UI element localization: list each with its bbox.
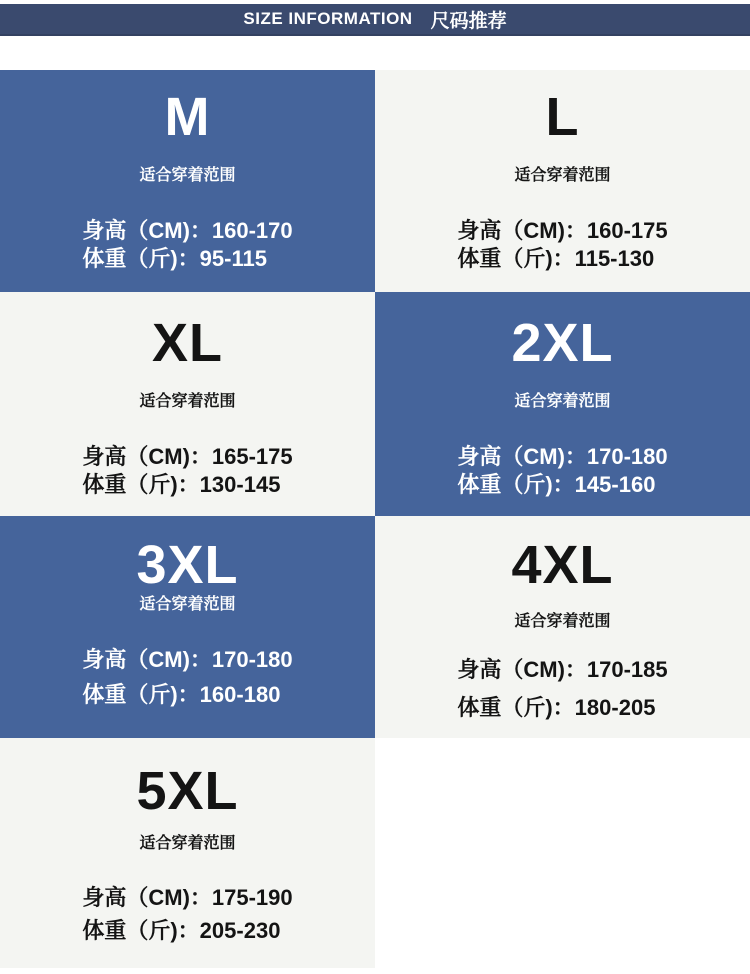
header-title-en: SIZE INFORMATION (243, 9, 413, 28)
fit-range-label: 适合穿着范围 (514, 613, 611, 630)
size-chart-grid (0, 70, 750, 968)
height-range: 身高（CM)：165-175 (82, 444, 293, 470)
size-label: 4XL (511, 535, 614, 595)
range-block (457, 217, 667, 272)
empty-cell (375, 738, 750, 968)
size-card-xl (0, 292, 375, 516)
range-block (457, 443, 667, 498)
height-range: 身高（CM)：160-170 (82, 218, 293, 244)
fit-range-label: 适合穿着范围 (514, 393, 611, 410)
height-range: 身高（CM)：160-175 (457, 218, 668, 244)
size-label: XL (151, 313, 223, 373)
range-block (82, 443, 292, 498)
range-block (457, 651, 667, 726)
weight-range: 体重（斤)：180-205 (457, 694, 656, 720)
size-card-4xl (375, 516, 750, 738)
range-block (82, 217, 292, 272)
height-range: 身高（CM)：170-180 (82, 647, 293, 673)
weight-range: 体重（斤)：130-145 (82, 471, 281, 497)
size-label: M (164, 87, 211, 147)
weight-range: 体重（斤)：95-115 (82, 245, 267, 271)
size-information-header (0, 4, 750, 36)
size-card-m (0, 70, 375, 292)
range-block (82, 642, 292, 712)
height-range: 身高（CM)：170-180 (457, 444, 668, 470)
header-title-zh: 尺码推荐 (430, 10, 507, 32)
size-card-3xl (0, 516, 375, 738)
weight-range: 体重（斤)：160-180 (82, 682, 281, 708)
size-label: 2XL (511, 313, 614, 373)
height-range: 身高（CM)：175-190 (82, 885, 293, 911)
weight-range: 体重（斤)：205-230 (82, 918, 281, 944)
size-card-2xl (375, 292, 750, 516)
fit-range-label: 适合穿着范围 (139, 393, 236, 410)
size-card-5xl (0, 738, 375, 968)
size-label: 5XL (136, 761, 239, 821)
size-label: 3XL (136, 535, 239, 595)
range-block (82, 881, 292, 947)
fit-range-label: 适合穿着范围 (514, 167, 611, 184)
fit-range-label: 适合穿着范围 (139, 835, 236, 852)
fit-range-label: 适合穿着范围 (139, 167, 236, 184)
size-card-l (375, 70, 750, 292)
size-label: L (545, 87, 580, 147)
weight-range: 体重（斤)：115-130 (457, 245, 655, 271)
height-range: 身高（CM)：170-185 (457, 657, 668, 683)
weight-range: 体重（斤)：145-160 (457, 471, 656, 497)
fit-range-label: 适合穿着范围 (139, 596, 236, 613)
